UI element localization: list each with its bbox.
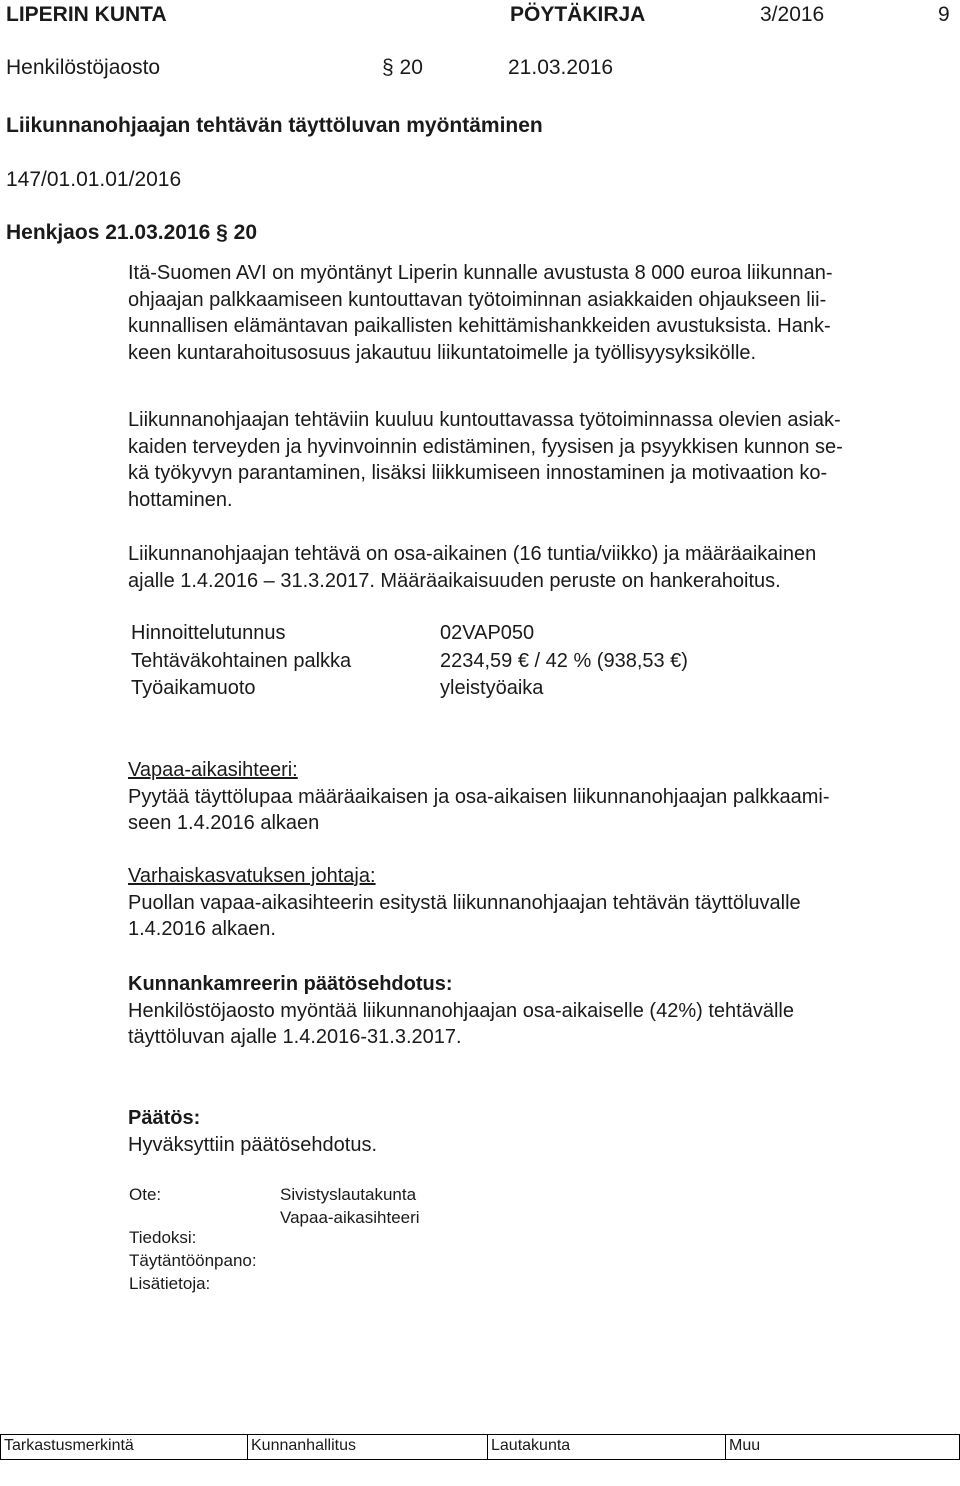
footer-cell-other: Muu [729, 1437, 761, 1454]
section-heading: Vapaa-aikasihteeri: [128, 759, 298, 781]
section-heading: Varhaiskasvatuksen johtaja: [128, 865, 376, 887]
proposal-section [128, 971, 928, 1051]
document-type: PÖYTÄKIRJA [510, 3, 646, 26]
leisure-secretary-section [128, 757, 928, 837]
tiedoksi-label: Tiedoksi: [129, 1228, 197, 1247]
paragraph-term [128, 541, 928, 594]
decision-text: Hyväksyttiin päätösehdotus. [128, 1133, 378, 1156]
section-heading: Kunnankamreerin päätösehdotus: [128, 973, 453, 995]
paragraph-line: kä työkyvyn parantaminen, lisäksi liikkumiseen innostaminen ja motivaation ko- [128, 462, 828, 484]
meeting-date: 21.03.2016 [508, 56, 614, 79]
section-number: § 20 [382, 56, 423, 79]
footer-cell-inspection: Tarkastusmerkintä [1, 1435, 248, 1459]
reference-number: 147/01.01.01/2016 [6, 168, 182, 191]
taytantoonpano-label: Täytäntöönpano: [129, 1251, 257, 1270]
document-number: 3/2016 [760, 3, 825, 26]
footer-cell-committee: Lautakunta [488, 1435, 726, 1459]
section-line: Henkilöstöjaosto myöntää liikunnanohjaajan osa-aikaiselle (42%) tehtävälle [128, 999, 794, 1022]
detail-label: Työaikamuoto [131, 677, 256, 699]
paragraph-line: ajalle 1.4.2016 – 31.3.2017. Määräaikaisuuden peruste on hankerahoitus. [128, 569, 781, 592]
ote-value: Sivistyslautakunta [280, 1185, 417, 1204]
footer-cell-municipal-board: Kunnanhallitus [248, 1435, 488, 1459]
municipality-name: LIPERIN KUNTA [6, 3, 167, 26]
section-line: Puollan vapaa-aikasihteerin esitystä liikunnanohjaajan tehtävän täyttöluvalle [128, 891, 801, 914]
paragraph-duties [128, 407, 928, 513]
page-title: Liikunnanohjaajan tehtävän täyttöluvan myöntäminen [6, 114, 543, 137]
detail-label: Hinnoittelutunnus [131, 622, 286, 644]
paragraph-line: ohjaajan palkkaamiseen kuntouttavan työtoiminnan asiakkaiden ohjaukseen lii- [128, 288, 827, 311]
footer-table [0, 1434, 960, 1460]
committee-name: Henkilöstöjaosto [6, 56, 161, 79]
paragraph-line: keen kuntarahoitusosuus jakautuu liikuntatoimelle ja työllisyysyksikölle. [128, 341, 757, 364]
lisatietoja-label: Lisätietoja: [129, 1274, 211, 1293]
section-line: 1.4.2016 alkaen. [128, 918, 276, 940]
decision-section [128, 1105, 928, 1158]
detail-value: 2234,59 € / 42 % (938,53 €) [440, 650, 688, 672]
section-line: seen 1.4.2016 alkaen [128, 812, 320, 834]
ote-value: Vapaa-aikasihteeri [280, 1208, 420, 1227]
ote-label: Ote: [129, 1185, 162, 1204]
paragraph-line: kaiden terveyden ja hyvinvoinnin edistäminen, fyysisen ja psyykkisen kunnon se- [128, 435, 843, 458]
detail-value: yleistyöaika [440, 677, 544, 699]
early-education-section [128, 863, 928, 943]
paragraph-funding [128, 260, 928, 366]
paragraph-line: Liikunnanohjaajan tehtäviin kuuluu kuntouttavassa työtoiminnassa olevien asiak- [128, 409, 841, 431]
page-number: 9 [938, 3, 950, 26]
meeting-reference: Henkjaos 21.03.2016 § 20 [6, 221, 258, 244]
detail-value: 02VAP050 [440, 622, 535, 644]
paragraph-line: Itä-Suomen AVI on myöntänyt Liperin kunnalle avustusta 8 000 euroa liikunnan- [128, 262, 833, 284]
section-heading: Päätös: [128, 1107, 201, 1129]
section-line: Pyytää täyttölupaa määräaikaisen ja osa-aikaisen liikunnanohjaajan palkkaami- [128, 785, 830, 808]
section-line: täyttöluvan ajalle 1.4.2016-31.3.2017. [128, 1026, 462, 1048]
paragraph-line: kunnallisen elämäntavan paikallisten kehittämishankkeiden avustuksista. Hank- [128, 315, 831, 337]
paragraph-line: Liikunnanohjaajan tehtävä on osa-aikainen (16 tuntia/viikko) ja määräaikainen [128, 543, 817, 565]
detail-label: Tehtäväkohtainen palkka [131, 650, 352, 672]
paragraph-line: hottaminen. [128, 488, 233, 511]
